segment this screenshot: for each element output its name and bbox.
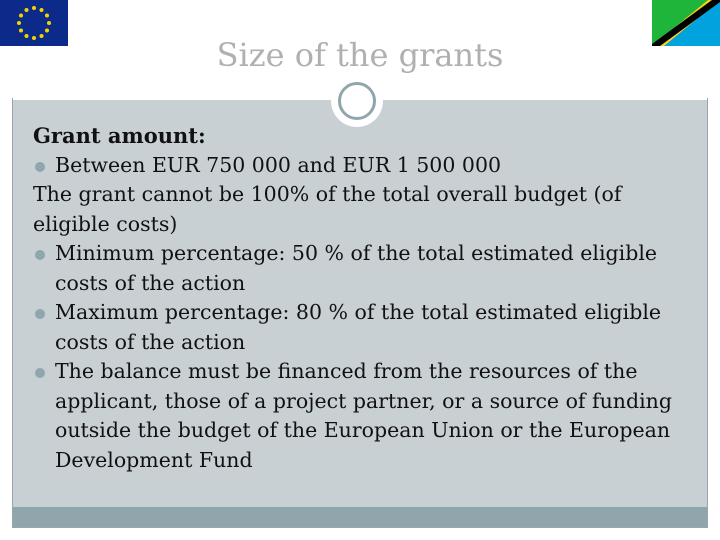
bullet-icon xyxy=(35,309,45,319)
bullet-icon xyxy=(35,250,45,260)
circle-ornament-icon xyxy=(331,75,383,127)
bullet-text: Minimum percentage: 50 % of the total estimated eligible costs of the action xyxy=(55,241,658,295)
bullet-item xyxy=(33,357,695,475)
slide-body xyxy=(33,121,695,475)
body-paragraph: The grant cannot be 100% of the total overall budget (of eligible costs) xyxy=(33,182,622,236)
bullet-text: Maximum percentage: 80 % of the total estimated eligible costs of the action xyxy=(55,300,662,354)
bullet-item xyxy=(33,298,695,357)
slide-title: Size of the grants xyxy=(216,36,504,74)
bullet-item xyxy=(33,239,695,298)
circle-ornament-ring xyxy=(338,82,376,120)
bullet-item xyxy=(33,151,695,181)
bullet-icon xyxy=(35,162,45,172)
slide-footer-bar xyxy=(13,507,707,527)
grant-amount-heading: Grant amount: xyxy=(33,123,206,148)
bullet-icon xyxy=(35,368,45,378)
bullet-text: The balance must be financed from the resources of the applicant, those of a project partner, or a source of funding outside the budget of the European Union or the European Development Fund xyxy=(55,359,673,472)
bullet-text: Between EUR 750 000 and EUR 1 500 000 xyxy=(55,152,502,177)
